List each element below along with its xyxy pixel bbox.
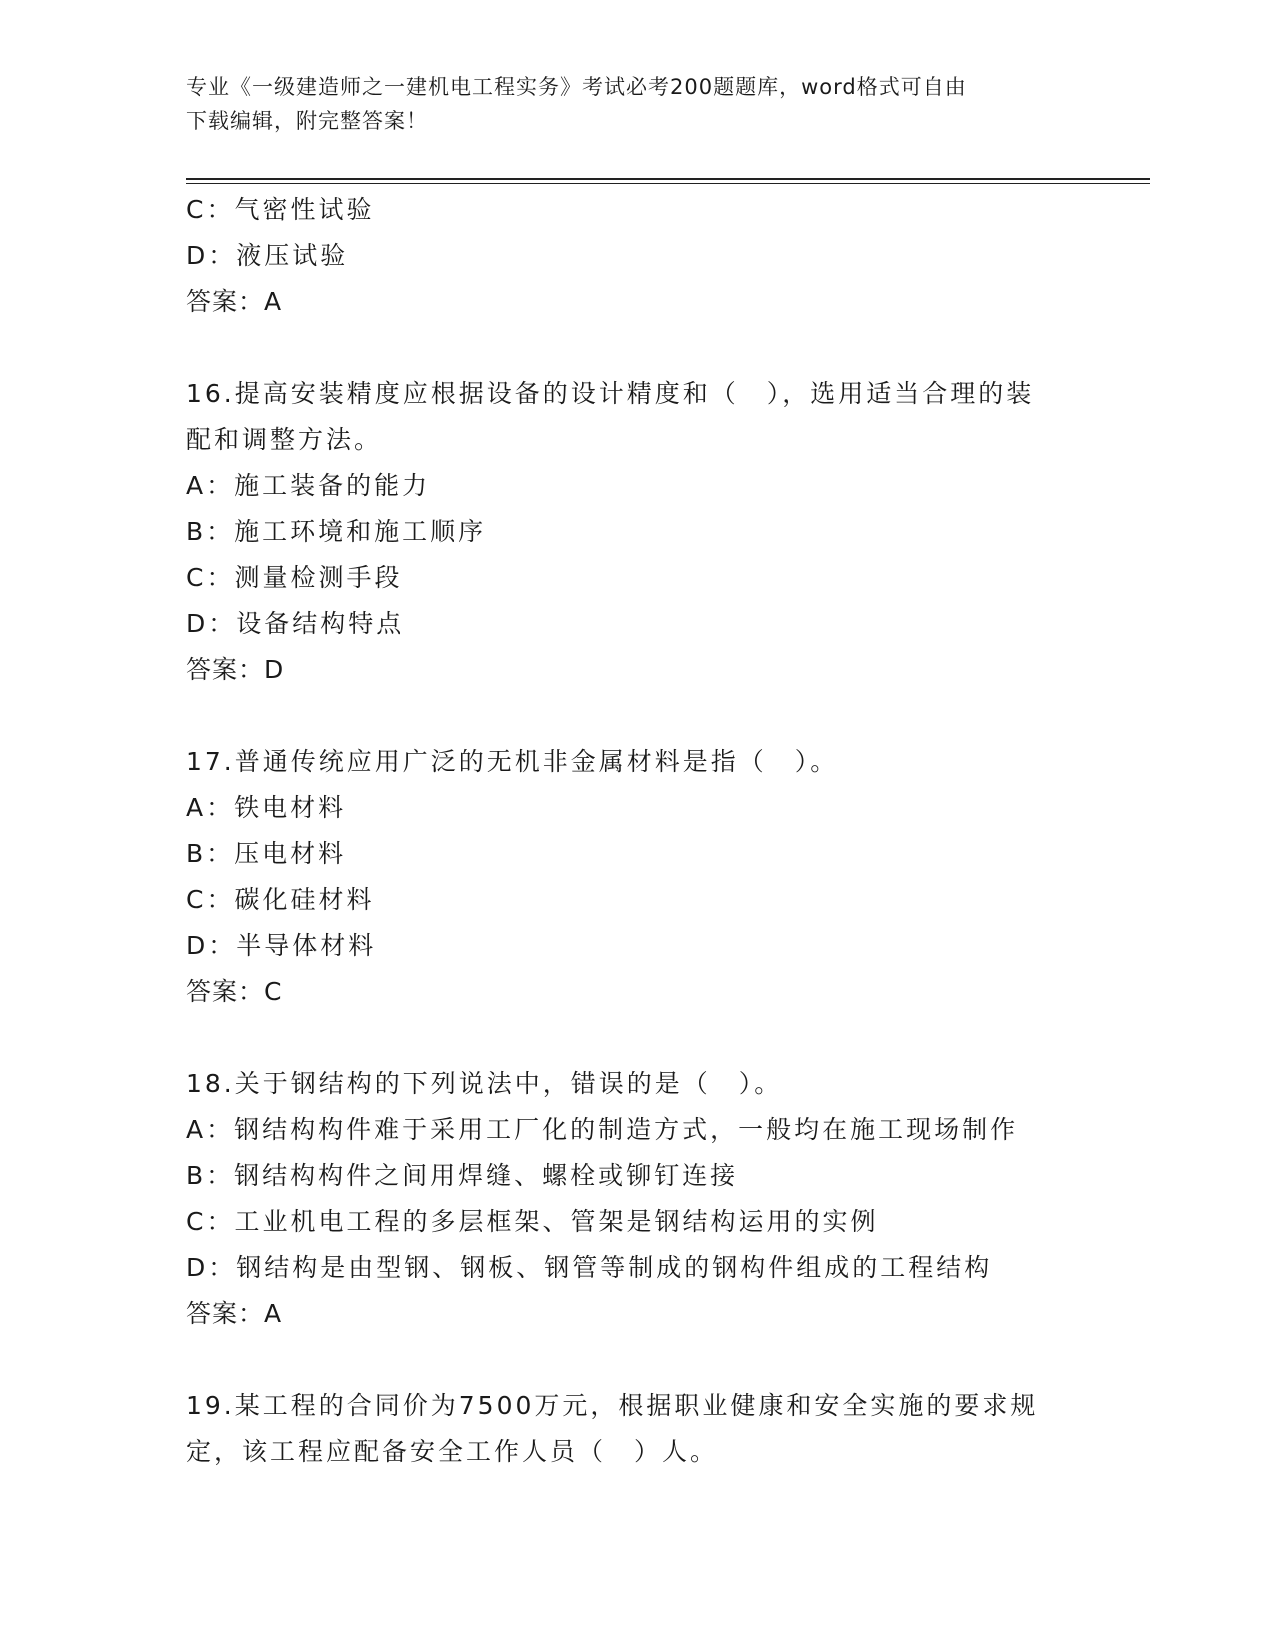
question-stem: 定，该工程应配备安全工作人员（ ）人。 — [186, 1437, 719, 1466]
document-header — [186, 70, 1086, 138]
answer-line: 答案：A — [186, 287, 283, 316]
header-rule-thick — [186, 178, 1150, 180]
option-c: C：测量检测手段 — [186, 563, 403, 592]
option-d: D：钢结构是由型钢、钢板、钢管等制成的钢构件组成的工程结构 — [186, 1253, 993, 1282]
question-block-18 — [186, 1061, 1126, 1337]
option-b: B：施工环境和施工顺序 — [186, 517, 487, 546]
question-stem: 18.关于钢结构的下列说法中，错误的是（ ）。 — [186, 1069, 783, 1098]
answer-line: 答案：C — [186, 977, 283, 1006]
question-block-19 — [186, 1383, 1126, 1475]
question-block-prev — [186, 187, 1126, 325]
option-c: C：气密性试验 — [186, 195, 375, 224]
question-block-17 — [186, 739, 1126, 1015]
option-d: D：液压试验 — [186, 241, 349, 270]
option-c: C：碳化硅材料 — [186, 885, 375, 914]
option-d: D：设备结构特点 — [186, 609, 405, 638]
option-a: A：钢结构构件难于采用工厂化的制造方式，一般均在施工现场制作 — [186, 1115, 1019, 1144]
spacer — [186, 1015, 1126, 1061]
spacer — [186, 693, 1126, 739]
header-line-1: 专业《一级建造师之一建机电工程实务》考试必考200题题库，word格式可自由 — [186, 75, 967, 99]
answer-line: 答案：D — [186, 655, 285, 684]
answer-line: 答案：A — [186, 1299, 283, 1328]
question-stem: 17.普通传统应用广泛的无机非金属材料是指（ ）。 — [186, 747, 839, 776]
spacer — [186, 1337, 1126, 1383]
option-b: B：压电材料 — [186, 839, 347, 868]
option-c: C：工业机电工程的多层框架、管架是钢结构运用的实例 — [186, 1207, 879, 1236]
question-block-16 — [186, 371, 1126, 693]
option-b: B：钢结构构件之间用焊缝、螺栓或铆钉连接 — [186, 1161, 739, 1190]
question-stem: 19.某工程的合同价为7500万元，根据职业健康和安全实施的要求规 — [186, 1391, 1039, 1420]
header-rule-thin — [186, 183, 1150, 184]
option-a: A：施工装备的能力 — [186, 471, 431, 500]
option-d: D：半导体材料 — [186, 931, 377, 960]
spacer — [186, 325, 1126, 371]
header-line-2: 下载编辑，附完整答案！ — [186, 109, 428, 133]
question-stem: 16.提高安装精度应根据设备的设计精度和（ ），选用适当合理的装 — [186, 379, 1035, 408]
question-list — [186, 187, 1126, 1475]
option-a: A：铁电材料 — [186, 793, 347, 822]
question-stem: 配和调整方法。 — [186, 425, 383, 454]
